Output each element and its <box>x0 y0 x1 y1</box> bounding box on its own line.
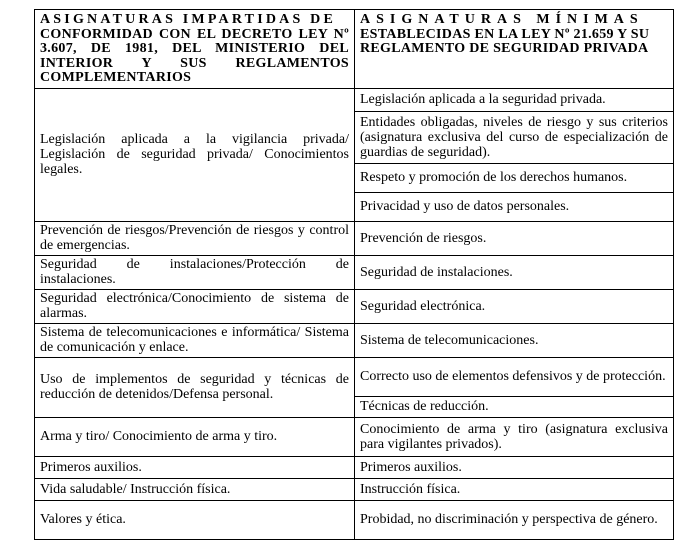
table-row <box>35 478 674 500</box>
table-row <box>35 456 674 478</box>
header-row <box>35 10 674 89</box>
table-cell-right: Seguridad de instalaciones. <box>355 255 674 289</box>
table-cell-right: Seguridad electrónica. <box>355 289 674 323</box>
table-cell-right: Respeto y promoción de los derechos humanos. <box>355 163 674 192</box>
table-cell-right: Entidades obligadas, niveles de riesgo y sus criterios (asignatura exclusiva del curso de especialización de guardias de seguridad). <box>355 111 674 163</box>
table-row <box>35 88 674 111</box>
table-cell-left: Uso de implementos de seguridad y técnicas de reducción de detenidos/Defensa personal. <box>35 357 355 417</box>
table-cell-left: Sistema de telecomunicaciones e informática/ Sistema de comunicación y enlace. <box>35 323 355 357</box>
table-cell-right: Técnicas de reducción. <box>355 396 674 417</box>
table-row <box>35 289 674 323</box>
table-cell-right: Primeros auxilios. <box>355 456 674 478</box>
table-cell-left: Vida saludable/ Instrucción física. <box>35 478 355 500</box>
table-cell-right: Correcto uso de elementos defensivos y de protección. <box>355 357 674 396</box>
table-cell-right: Probidad, no discriminación y perspectiva de género. <box>355 500 674 539</box>
table-cell-left: Prevención de riesgos/Prevención de riesgos y control de emergencias. <box>35 221 355 255</box>
table-row <box>35 500 674 539</box>
table-cell-right: Privacidad y uso de datos personales. <box>355 192 674 221</box>
table-cell-left: Valores y ética. <box>35 500 355 539</box>
header-left-line1: ASIGNATURAS IMPARTIDAS DE <box>40 12 337 27</box>
table-cell-left: Legislación aplicada a la vigilancia privada/ Legislación de seguridad privada/ Conocimientos legales. <box>35 88 355 221</box>
table-row <box>35 221 674 255</box>
header-right <box>355 10 674 89</box>
table-cell-right: Sistema de telecomunicaciones. <box>355 323 674 357</box>
table-cell-left: Primeros auxilios. <box>35 456 355 478</box>
table-row <box>35 255 674 289</box>
header-right-line1: ASIGNATURAS MÍNIMAS <box>360 12 644 27</box>
table-cell-left: Seguridad de instalaciones/Protección de instalaciones. <box>35 255 355 289</box>
table-cell-right: Legislación aplicada a la seguridad privada. <box>355 88 674 111</box>
table-cell-left: Seguridad electrónica/Conocimiento de sistema de alarmas. <box>35 289 355 323</box>
table-row <box>35 357 674 396</box>
table-row <box>35 417 674 456</box>
subjects-comparison-table <box>34 9 674 540</box>
header-left <box>35 10 355 89</box>
table-cell-right: Instrucción física. <box>355 478 674 500</box>
table-cell-right: Prevención de riesgos. <box>355 221 674 255</box>
header-left-rest: CONFORMIDAD CON EL DECRETO LEY Nº 3.607, DE 1981, DEL MINISTERIO DEL INTERIOR Y SUS REGLAMENTOS COMPLEMENTARIOS <box>40 26 349 85</box>
table-cell-left: Arma y tiro/ Conocimiento de arma y tiro. <box>35 417 355 456</box>
table-row <box>35 323 674 357</box>
header-right-rest: ESTABLECIDAS EN LA LEY Nº 21.659 Y SU REGLAMENTO DE SEGURIDAD PRIVADA <box>360 26 650 56</box>
table-cell-right: Conocimiento de arma y tiro (asignatura exclusiva para vigilantes privados). <box>355 417 674 456</box>
